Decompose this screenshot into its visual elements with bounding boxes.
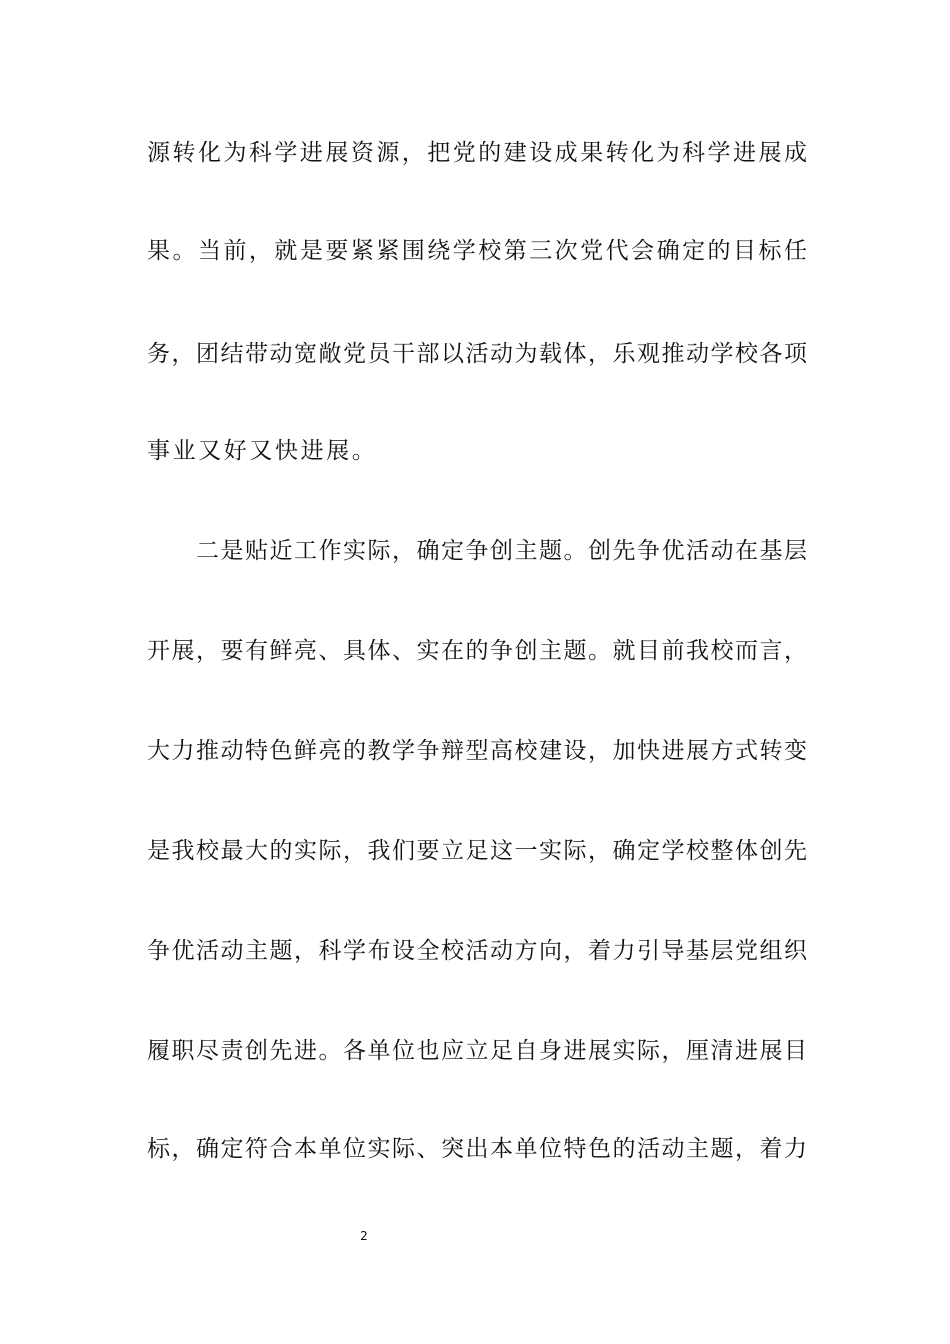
text-line-10: 履职尽责创先进。各单位也应立足自身进展实际，厘清进展目 [147,1038,807,1064]
text-line-2: 果。当前，就是要紧紧围绕学校第三次党代会确定的目标任 [147,238,807,264]
text-line-7: 大力推动特色鲜亮的教学争辩型高校建设，加快进展方式转变 [147,738,807,764]
text-line-3: 务，团结带动宽敞党员干部以活动为载体，乐观推动学校各项 [147,341,807,367]
text-line-11: 标，确定符合本单位实际、突出本单位特色的活动主题，着力 [147,1136,807,1162]
text-line-5-paragraph-start: 二是贴近工作实际，确定争创主题。创先争优活动在基层 [196,538,807,564]
text-line-9: 争优活动主题，科学布设全校活动方向，着力引导基层党组织 [147,938,807,964]
page-number: 2 [360,1229,368,1243]
text-line-6: 开展，要有鲜亮、具体、实在的争创主题。就目前我校而言， [147,638,807,664]
text-line-4: 事业又好又快进展。 [147,438,378,464]
text-line-1: 源转化为科学进展资源，把党的建设成果转化为科学进展成 [147,140,807,166]
text-line-8: 是我校最大的实际，我们要立足这一实际，确定学校整体创先 [147,838,807,864]
